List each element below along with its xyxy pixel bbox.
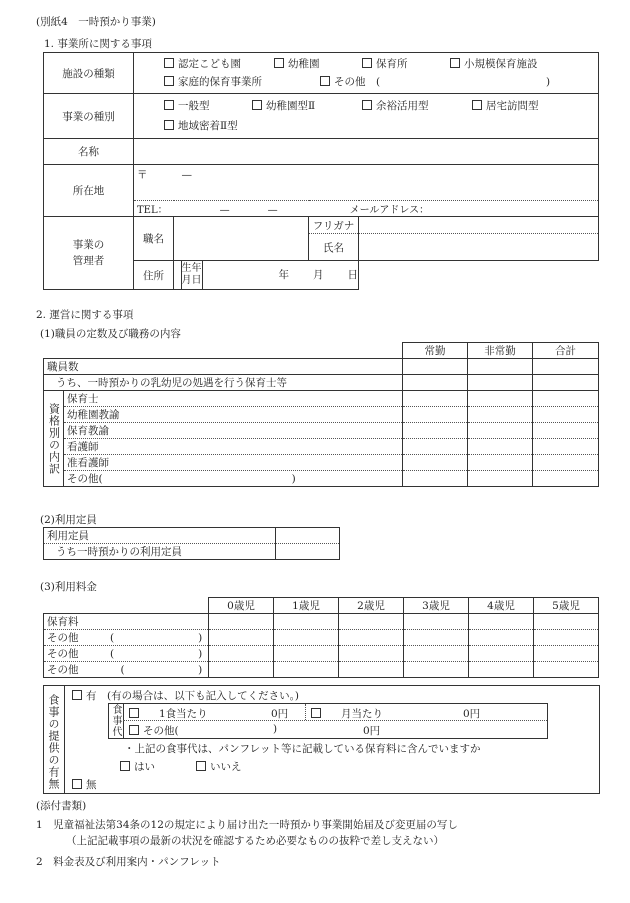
included-yes-option[interactable]: はい xyxy=(120,759,155,774)
qual-label: 幼稚園教諭 xyxy=(64,407,403,423)
facility-option[interactable]: 小規模保育施設 xyxy=(450,55,538,73)
fee-row-label: その他 ( ) xyxy=(44,662,209,678)
other-fee-value: 0円 xyxy=(363,725,381,737)
col-total: 合計 xyxy=(533,343,599,359)
fee-cell[interactable] xyxy=(209,630,274,646)
fee-cell[interactable] xyxy=(274,630,339,646)
other-fee-option[interactable]: その他( xyxy=(129,723,179,738)
per-meal-option[interactable]: 1食当たり xyxy=(129,706,208,721)
checkbox-icon[interactable] xyxy=(72,690,82,700)
staff-cell[interactable] xyxy=(533,407,599,423)
business-type-options xyxy=(134,94,599,139)
fee-cell[interactable] xyxy=(209,646,274,662)
checkbox-icon[interactable] xyxy=(129,725,139,735)
checkbox-icon[interactable] xyxy=(72,779,82,789)
checkbox-icon[interactable] xyxy=(164,58,174,68)
checkbox-icon[interactable] xyxy=(164,120,174,130)
fee-cell[interactable] xyxy=(274,614,339,630)
staff-cell[interactable] xyxy=(468,391,533,407)
form-header: (別紙4 一時預かり事業) xyxy=(36,16,156,28)
facility-type-label: 施設の種類 xyxy=(44,53,134,94)
fee-cell[interactable] xyxy=(339,630,404,646)
checkbox-icon[interactable] xyxy=(252,100,262,110)
age-header: 5歳児 xyxy=(534,598,599,614)
fee-cell[interactable] xyxy=(404,614,469,630)
meal-vertical-label: 食事の提供の有無 xyxy=(47,694,60,790)
staff-cell[interactable] xyxy=(403,455,468,471)
fee-cell[interactable] xyxy=(469,662,534,678)
name-label: 名称 xyxy=(44,139,134,165)
staff-cell[interactable] xyxy=(468,359,533,375)
checkbox-icon[interactable] xyxy=(320,76,330,86)
staff-cell[interactable] xyxy=(403,423,468,439)
staff-cell[interactable] xyxy=(533,391,599,407)
name-field[interactable] xyxy=(134,139,599,165)
checkbox-icon[interactable] xyxy=(164,100,174,110)
col-parttime: 非常勤 xyxy=(468,343,533,359)
meal-fee-box: 食事代 1食当たり 0円 月当たり 0円 その他( ) 0円 xyxy=(108,703,548,739)
full-name-label: 氏名 xyxy=(309,234,359,261)
qual-label: 保育士 xyxy=(64,391,403,407)
facility-option[interactable]: 認定こども園 xyxy=(164,55,274,73)
staff-cell[interactable] xyxy=(533,423,599,439)
fee-row-label: 保育料 xyxy=(44,614,209,630)
staff-cell[interactable] xyxy=(403,359,468,375)
staff-cell[interactable] xyxy=(403,407,468,423)
qual-label: 准看護師 xyxy=(64,455,403,471)
staff-cell[interactable] xyxy=(403,391,468,407)
fee-cell[interactable] xyxy=(534,662,599,678)
attachments-title: (添付書類) xyxy=(36,800,87,812)
facility-option[interactable]: 幼稚園 xyxy=(274,55,362,73)
staff-subtitle: (1)職員の定数及び職務の内容 xyxy=(40,328,181,340)
age-header: 3歳児 xyxy=(404,598,469,614)
staff-table xyxy=(43,342,599,487)
type-option[interactable]: 幼稚園型Ⅱ xyxy=(252,96,362,116)
birthdate-field[interactable]: 年 月 日 xyxy=(278,269,358,281)
staff-cell[interactable] xyxy=(468,407,533,423)
age-header: 1歳児 xyxy=(274,598,339,614)
fee-cell[interactable] xyxy=(404,662,469,678)
fee-cell[interactable] xyxy=(339,662,404,678)
furigana-label: フリガナ xyxy=(309,217,359,234)
fee-table xyxy=(43,597,599,678)
attachment-item-1-note: （上記記載事項の最新の状況を確認するため必要なものの抜粋で差し支えない） xyxy=(66,835,444,847)
qual-label-other: その他( ) xyxy=(64,471,403,487)
qualification-vertical-label: 資格別の内訳 xyxy=(44,391,64,487)
fee-cell[interactable] xyxy=(404,646,469,662)
attachment-item-2: 2 料金表及び利用案内・パンフレット xyxy=(36,856,221,868)
staff-cell[interactable] xyxy=(533,455,599,471)
checkbox-icon[interactable] xyxy=(450,58,460,68)
included-no-option[interactable]: いいえ xyxy=(196,759,242,774)
checkbox-icon[interactable] xyxy=(472,100,482,110)
staff-cell[interactable] xyxy=(468,375,533,391)
facility-table xyxy=(43,52,599,290)
checkbox-icon[interactable] xyxy=(274,58,284,68)
meal-section xyxy=(43,685,600,794)
per-month-option[interactable]: 月当たり xyxy=(311,706,383,721)
fee-cell[interactable] xyxy=(209,662,274,678)
staff-cell[interactable] xyxy=(533,359,599,375)
fee-row-label: その他 ( ) xyxy=(44,646,209,662)
fee-cell[interactable] xyxy=(209,614,274,630)
staff-uchi-label: うち、一時預かりの乳幼児の処遇を行う保育士等 xyxy=(44,375,403,391)
meal-included-question: ・上記の食事代は、パンフレット等に記載している保育料に含んでいますか xyxy=(124,743,481,755)
business-type-label: 事業の種別 xyxy=(44,94,134,139)
checkbox-icon[interactable] xyxy=(196,761,206,771)
col-fulltime: 常勤 xyxy=(403,343,468,359)
checkbox-icon[interactable] xyxy=(120,761,130,771)
tel-mail-field[interactable]: TEL： — — メールアドレス： xyxy=(134,201,599,217)
staff-cell[interactable] xyxy=(403,439,468,455)
staff-cell[interactable] xyxy=(468,439,533,455)
type-option[interactable]: 地域密着Ⅱ型 xyxy=(164,116,238,136)
fee-cell[interactable] xyxy=(339,646,404,662)
facility-type-options: 認定こども園 幼稚園 保育所 小規模保育施設 家庭的保育事業所 その他 ( ) xyxy=(134,53,599,94)
staff-cell[interactable] xyxy=(468,455,533,471)
facility-option-other[interactable]: その他 ( xyxy=(320,73,546,91)
fee-cell[interactable] xyxy=(274,662,339,678)
meal-yes-option[interactable]: 有 (有の場合は、以下も記入してください。) xyxy=(72,688,299,703)
staff-cell[interactable] xyxy=(533,375,599,391)
checkbox-icon[interactable] xyxy=(311,708,321,718)
staff-cell[interactable] xyxy=(533,471,599,487)
staff-cell[interactable] xyxy=(403,471,468,487)
job-title-field[interactable] xyxy=(174,217,309,261)
staff-cell[interactable] xyxy=(468,423,533,439)
staff-count-label: 職員数 xyxy=(44,359,403,375)
address-sub-label: 住所 xyxy=(134,261,174,290)
per-meal-value: 0円 xyxy=(271,708,289,720)
furigana-field[interactable] xyxy=(359,217,599,234)
staff-cell[interactable] xyxy=(403,375,468,391)
fee-cell[interactable] xyxy=(534,614,599,630)
type-option[interactable]: 居宅訪問型 xyxy=(472,96,539,116)
per-month-value: 0円 xyxy=(463,708,481,720)
fee-cell[interactable] xyxy=(469,614,534,630)
address-birth-row xyxy=(174,261,359,290)
age-header: 4歳児 xyxy=(469,598,534,614)
fee-cell[interactable] xyxy=(404,630,469,646)
qual-label: 看護師 xyxy=(64,439,403,455)
birthdate-label: 生年 月日 xyxy=(182,261,203,289)
capacity-cell[interactable] xyxy=(276,544,340,560)
capacity-cell[interactable] xyxy=(276,528,340,544)
postal-field[interactable]: 〒 — xyxy=(134,165,599,201)
type-option[interactable]: 余裕活用型 xyxy=(362,96,472,116)
fee-cell[interactable] xyxy=(469,646,534,662)
capacity-label: 利用定員 xyxy=(44,528,276,544)
job-title-label: 職名 xyxy=(134,217,174,261)
attachment-item-1: 1 児童福祉法第34条の12の規定により届け出た一時預かり事業開始届及び変更届の写し xyxy=(36,819,458,831)
fee-cell[interactable] xyxy=(534,646,599,662)
capacity-table xyxy=(43,527,340,560)
facility-option[interactable]: 保育所 xyxy=(362,55,450,73)
fee-row-label: その他 ( ) xyxy=(44,630,209,646)
fee-cell[interactable] xyxy=(469,630,534,646)
checkbox-icon[interactable] xyxy=(129,708,139,718)
manager-label: 事業の 管理者 xyxy=(44,217,134,290)
section2-title: 2. 運営に関する事項 xyxy=(36,309,134,321)
meal-no-option[interactable]: 無 xyxy=(72,777,97,792)
fee-cell[interactable] xyxy=(274,646,339,662)
type-option[interactable]: 一般型 xyxy=(164,96,252,116)
age-header: 2歳児 xyxy=(339,598,404,614)
staff-cell[interactable] xyxy=(468,471,533,487)
checkbox-icon[interactable] xyxy=(164,76,174,86)
facility-option[interactable]: 家庭的保育事業所 xyxy=(164,73,320,91)
capacity-uchi-label: うち一時預かりの利用定員 xyxy=(44,544,276,560)
meal-fee-vertical-label: 食事代 xyxy=(110,704,121,737)
checkbox-icon[interactable] xyxy=(362,58,372,68)
capacity-subtitle: (2)利用定員 xyxy=(40,514,97,526)
qual-label: 保育教諭 xyxy=(64,423,403,439)
fee-cell[interactable] xyxy=(534,630,599,646)
checkbox-icon[interactable] xyxy=(362,100,372,110)
fee-subtitle: (3)利用料金 xyxy=(40,581,97,593)
section1-title: 1. 事業所に関する事項 xyxy=(44,38,152,50)
manager-address-field[interactable] xyxy=(174,261,182,289)
age-header: 0歳児 xyxy=(209,598,274,614)
address-label: 所在地 xyxy=(44,165,134,217)
fee-cell[interactable] xyxy=(339,614,404,630)
full-name-field[interactable] xyxy=(359,234,599,261)
staff-cell[interactable] xyxy=(533,439,599,455)
